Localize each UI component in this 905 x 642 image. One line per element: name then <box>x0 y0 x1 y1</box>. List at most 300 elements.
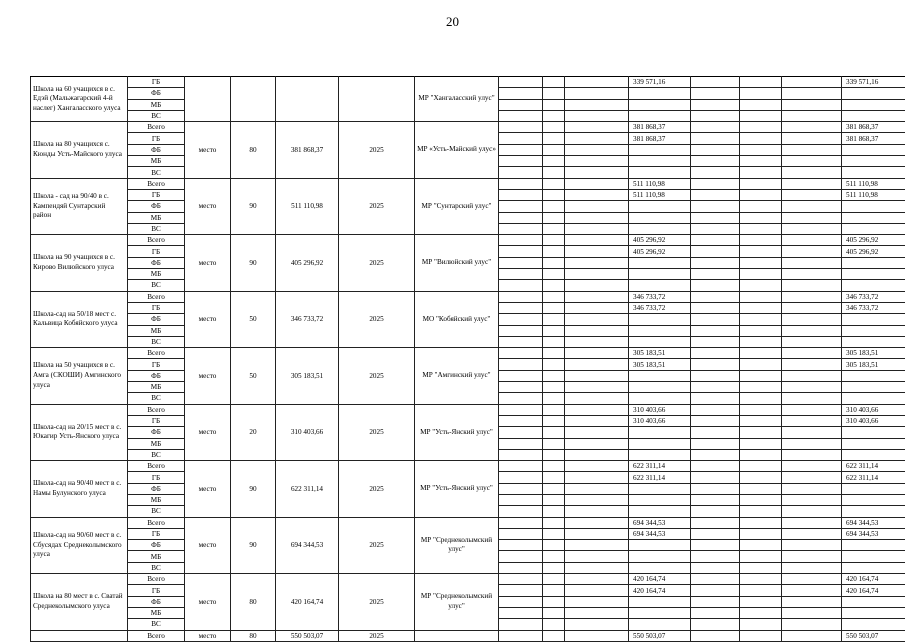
empty-cell <box>543 382 565 393</box>
amount-cell: 339 571,16 <box>629 77 691 88</box>
empty-cell <box>740 336 782 347</box>
empty-cell <box>543 110 565 121</box>
empty-cell <box>543 596 565 607</box>
empty-cell <box>565 325 629 336</box>
empty-cell <box>499 223 543 234</box>
municipality-cell: МР "Среднеколымский улус" <box>415 574 499 630</box>
empty-cell <box>499 393 543 404</box>
empty-cell <box>782 280 842 291</box>
empty-cell <box>740 167 782 178</box>
unit-cell: место <box>185 122 231 178</box>
unit-cell <box>185 77 231 122</box>
empty-cell <box>691 404 740 415</box>
municipality-cell: МР "Амгинский улус" <box>415 348 499 404</box>
empty-cell <box>691 427 740 438</box>
amount-cell <box>629 336 691 347</box>
amount-total-cell <box>842 540 905 551</box>
empty-cell <box>543 302 565 313</box>
empty-cell <box>740 528 782 539</box>
amount-cell <box>629 619 691 630</box>
municipality-cell: МР "Усть-Янский улус" <box>415 404 499 460</box>
empty-cell <box>499 415 543 426</box>
municipality-cell: МО "Кобяйский улус" <box>415 291 499 347</box>
unit-cell: место <box>185 630 231 641</box>
empty-cell <box>691 438 740 449</box>
project-name: Школа-сад на 20/15 мест в с. Юкагир Усть-Янского улуса <box>31 404 128 460</box>
empty-cell <box>691 257 740 268</box>
empty-cell <box>543 314 565 325</box>
empty-cell <box>691 382 740 393</box>
capacity-cell: 90 <box>231 178 276 234</box>
empty-cell <box>499 280 543 291</box>
empty-cell <box>543 551 565 562</box>
empty-cell <box>499 246 543 257</box>
funding-source: ГБ <box>128 133 185 144</box>
empty-cell <box>740 596 782 607</box>
empty-cell <box>740 133 782 144</box>
funding-source: ФБ <box>128 257 185 268</box>
funding-source: Всего <box>128 461 185 472</box>
empty-cell <box>691 483 740 494</box>
empty-cell <box>565 415 629 426</box>
empty-cell <box>740 607 782 618</box>
empty-cell <box>691 596 740 607</box>
empty-cell <box>782 506 842 517</box>
funding-source: ГБ <box>128 415 185 426</box>
year-cell: 2025 <box>339 291 415 347</box>
empty-cell <box>565 574 629 585</box>
empty-cell <box>499 540 543 551</box>
year-cell: 2025 <box>339 517 415 573</box>
amount-cell <box>629 427 691 438</box>
amount-cell: 420 164,74 <box>629 585 691 596</box>
amount-cell <box>629 540 691 551</box>
funding-source: ГБ <box>128 77 185 88</box>
empty-cell <box>499 314 543 325</box>
amount-cell <box>629 257 691 268</box>
empty-cell <box>740 156 782 167</box>
empty-cell <box>782 336 842 347</box>
amount-cell: 310 403,66 <box>629 404 691 415</box>
empty-cell <box>543 291 565 302</box>
capacity-cell: 90 <box>231 517 276 573</box>
empty-cell <box>565 269 629 280</box>
empty-cell <box>565 257 629 268</box>
funding-source: ГБ <box>128 585 185 596</box>
funding-source: ГБ <box>128 472 185 483</box>
funding-source: Всего <box>128 348 185 359</box>
amount-cell <box>629 110 691 121</box>
unit-cell: место <box>185 574 231 630</box>
empty-cell <box>691 574 740 585</box>
amount-total-cell <box>842 506 905 517</box>
empty-cell <box>740 110 782 121</box>
empty-cell <box>782 461 842 472</box>
empty-cell <box>691 291 740 302</box>
empty-cell <box>691 359 740 370</box>
amount-total-cell: 310 403,66 <box>842 404 905 415</box>
amount-cell <box>629 596 691 607</box>
empty-cell <box>499 607 543 618</box>
empty-cell <box>691 528 740 539</box>
empty-cell <box>782 483 842 494</box>
municipality-cell: МР "Усть-Янский улус" <box>415 461 499 517</box>
empty-cell <box>565 528 629 539</box>
empty-cell <box>543 167 565 178</box>
empty-cell <box>565 619 629 630</box>
table-row <box>31 77 905 88</box>
amount-cell <box>629 438 691 449</box>
empty-cell <box>782 517 842 528</box>
empty-cell <box>543 212 565 223</box>
empty-cell <box>691 110 740 121</box>
empty-cell <box>691 461 740 472</box>
empty-cell <box>740 88 782 99</box>
amount-total-cell: 511 110,98 <box>842 189 905 200</box>
amount-total-cell <box>842 438 905 449</box>
amount-cell: 381 868,37 <box>629 133 691 144</box>
table-row <box>31 348 905 359</box>
empty-cell <box>782 574 842 585</box>
amount-total-cell <box>842 257 905 268</box>
empty-cell <box>499 574 543 585</box>
amount-cell: 405 296,92 <box>629 235 691 246</box>
empty-cell <box>543 461 565 472</box>
funding-source: МБ <box>128 382 185 393</box>
empty-cell <box>691 212 740 223</box>
empty-cell <box>782 133 842 144</box>
empty-cell <box>565 336 629 347</box>
funding-source: ВС <box>128 336 185 347</box>
year-cell <box>339 77 415 122</box>
empty-cell <box>691 167 740 178</box>
empty-cell <box>565 167 629 178</box>
amount-cell <box>629 167 691 178</box>
empty-cell <box>740 314 782 325</box>
empty-cell <box>499 619 543 630</box>
amount-total-cell: 405 296,92 <box>842 235 905 246</box>
empty-cell <box>565 517 629 528</box>
empty-cell <box>565 585 629 596</box>
municipality-cell: МР "Вилюйский улус" <box>415 235 499 291</box>
empty-cell <box>782 528 842 539</box>
funding-source: ВС <box>128 110 185 121</box>
empty-cell <box>782 540 842 551</box>
funding-source: ФБ <box>128 596 185 607</box>
empty-cell <box>499 427 543 438</box>
amount-total-cell: 694 344,53 <box>842 528 905 539</box>
amount-cell: 622 311,14 <box>629 472 691 483</box>
amount-cell: 346 733,72 <box>629 291 691 302</box>
empty-cell <box>565 144 629 155</box>
empty-cell <box>565 607 629 618</box>
funding-source: МБ <box>128 607 185 618</box>
amount-total-cell <box>842 596 905 607</box>
empty-cell <box>543 506 565 517</box>
amount-cell: 420 164,74 <box>629 574 691 585</box>
empty-cell <box>691 472 740 483</box>
empty-cell <box>782 246 842 257</box>
cost-cell <box>276 77 339 122</box>
municipality-cell: МР "Сунтарский улус" <box>415 178 499 234</box>
cost-cell: 420 164,74 <box>276 574 339 630</box>
empty-cell <box>499 122 543 133</box>
empty-cell <box>782 494 842 505</box>
project-name: Школа-сад на 90/40 мест в с. Намы Булунского улуса <box>31 461 128 517</box>
empty-cell <box>782 99 842 110</box>
funding-source: Всего <box>128 517 185 528</box>
table-row <box>31 574 905 585</box>
empty-cell <box>782 607 842 618</box>
empty-cell <box>543 189 565 200</box>
empty-cell <box>782 122 842 133</box>
amount-cell: 381 868,37 <box>629 122 691 133</box>
amount-total-cell: 622 311,14 <box>842 472 905 483</box>
empty-cell <box>691 619 740 630</box>
table-row <box>31 178 905 189</box>
funding-source: МБ <box>128 494 185 505</box>
empty-cell <box>565 178 629 189</box>
empty-cell <box>565 314 629 325</box>
empty-cell <box>691 540 740 551</box>
funding-source: ВС <box>128 562 185 573</box>
funding-source: ФБ <box>128 144 185 155</box>
empty-cell <box>740 461 782 472</box>
empty-cell <box>740 246 782 257</box>
empty-cell <box>691 393 740 404</box>
empty-cell <box>499 585 543 596</box>
amount-cell <box>629 325 691 336</box>
empty-cell <box>499 201 543 212</box>
amount-cell <box>629 506 691 517</box>
empty-cell <box>782 325 842 336</box>
empty-cell <box>782 167 842 178</box>
empty-cell <box>565 280 629 291</box>
empty-cell <box>740 201 782 212</box>
empty-cell <box>543 517 565 528</box>
empty-cell <box>691 370 740 381</box>
funding-source: МБ <box>128 99 185 110</box>
funding-source: ФБ <box>128 370 185 381</box>
empty-cell <box>499 472 543 483</box>
empty-cell <box>565 291 629 302</box>
amount-total-cell: 339 571,16 <box>842 77 905 88</box>
year-cell: 2025 <box>339 461 415 517</box>
empty-cell <box>543 393 565 404</box>
empty-cell <box>543 562 565 573</box>
project-name: Школа-сад на 50/18 мест с. Кальвица Кобяйского улуса <box>31 291 128 347</box>
amount-total-cell <box>842 156 905 167</box>
year-cell: 2025 <box>339 404 415 460</box>
empty-cell <box>740 427 782 438</box>
funding-source: ФБ <box>128 540 185 551</box>
empty-cell <box>499 189 543 200</box>
empty-cell <box>499 156 543 167</box>
empty-cell <box>499 517 543 528</box>
funding-source: ГБ <box>128 528 185 539</box>
funding-source: Всего <box>128 178 185 189</box>
empty-cell <box>782 257 842 268</box>
empty-cell <box>691 246 740 257</box>
amount-cell <box>629 393 691 404</box>
municipality-cell: МР "Среднеколымский улус" <box>415 517 499 573</box>
amount-cell <box>629 99 691 110</box>
amount-cell: 346 733,72 <box>629 302 691 313</box>
amount-total-cell <box>842 427 905 438</box>
funding-source: ФБ <box>128 483 185 494</box>
amount-total-cell <box>842 314 905 325</box>
empty-cell <box>543 99 565 110</box>
empty-cell <box>499 483 543 494</box>
empty-cell <box>499 359 543 370</box>
empty-cell <box>782 427 842 438</box>
empty-cell <box>691 551 740 562</box>
empty-cell <box>740 483 782 494</box>
funding-source: ГБ <box>128 359 185 370</box>
empty-cell <box>543 336 565 347</box>
empty-cell <box>499 235 543 246</box>
empty-cell <box>565 540 629 551</box>
amount-cell <box>629 382 691 393</box>
empty-cell <box>782 156 842 167</box>
empty-cell <box>565 189 629 200</box>
empty-cell <box>740 562 782 573</box>
empty-cell <box>782 201 842 212</box>
cost-cell: 622 311,14 <box>276 461 339 517</box>
empty-cell <box>740 257 782 268</box>
empty-cell <box>543 483 565 494</box>
empty-cell <box>782 438 842 449</box>
empty-cell <box>499 269 543 280</box>
empty-cell <box>691 336 740 347</box>
empty-cell <box>565 483 629 494</box>
amount-cell <box>629 88 691 99</box>
funding-source: МБ <box>128 269 185 280</box>
empty-cell <box>740 325 782 336</box>
funding-source: МБ <box>128 551 185 562</box>
empty-cell <box>543 607 565 618</box>
cost-cell: 405 296,92 <box>276 235 339 291</box>
empty-cell <box>565 551 629 562</box>
empty-cell <box>543 133 565 144</box>
empty-cell <box>543 574 565 585</box>
empty-cell <box>565 246 629 257</box>
empty-cell <box>740 506 782 517</box>
project-name: Школа на 60 учащихся в с. Едэй (Мальжагарский 4-й наслег) Хангаласского улуса <box>31 77 128 122</box>
empty-cell <box>565 382 629 393</box>
empty-cell <box>782 302 842 313</box>
empty-cell <box>782 223 842 234</box>
amount-cell <box>629 156 691 167</box>
empty-cell <box>543 235 565 246</box>
table-row <box>31 517 905 528</box>
empty-cell <box>782 585 842 596</box>
project-name: Школа на 80 мест в с. Сватай Среднеколымского улуса <box>31 574 128 630</box>
empty-cell <box>782 314 842 325</box>
empty-cell <box>740 438 782 449</box>
empty-cell <box>565 99 629 110</box>
empty-cell <box>691 325 740 336</box>
empty-cell <box>543 528 565 539</box>
cost-cell: 381 868,37 <box>276 122 339 178</box>
funding-source: ФБ <box>128 201 185 212</box>
cost-cell: 550 503,07 <box>276 630 339 641</box>
empty-cell <box>691 178 740 189</box>
empty-cell <box>543 540 565 551</box>
empty-cell <box>565 110 629 121</box>
funding-source: ФБ <box>128 88 185 99</box>
empty-cell <box>691 585 740 596</box>
empty-cell <box>543 178 565 189</box>
empty-cell <box>782 291 842 302</box>
amount-total-cell: 346 733,72 <box>842 302 905 313</box>
empty-cell <box>565 461 629 472</box>
empty-cell <box>565 359 629 370</box>
amount-total-cell: 420 164,74 <box>842 585 905 596</box>
empty-cell <box>499 596 543 607</box>
funding-source: ВС <box>128 280 185 291</box>
empty-cell <box>565 370 629 381</box>
capacity-cell: 80 <box>231 122 276 178</box>
empty-cell <box>740 223 782 234</box>
empty-cell <box>740 540 782 551</box>
empty-cell <box>543 438 565 449</box>
empty-cell <box>782 212 842 223</box>
capacity-cell: 90 <box>231 235 276 291</box>
project-name: Школа - сад на 90/40 в с. Кампендяй Сунтарский район <box>31 178 128 234</box>
empty-cell <box>543 449 565 460</box>
amount-cell <box>629 551 691 562</box>
amount-cell <box>629 269 691 280</box>
cost-cell: 346 733,72 <box>276 291 339 347</box>
empty-cell <box>543 472 565 483</box>
amount-cell: 305 183,51 <box>629 359 691 370</box>
table-row <box>31 291 905 302</box>
empty-cell <box>740 212 782 223</box>
empty-cell <box>565 77 629 88</box>
funding-source: ВС <box>128 223 185 234</box>
empty-cell <box>691 99 740 110</box>
empty-cell <box>565 88 629 99</box>
year-cell: 2025 <box>339 348 415 404</box>
empty-cell <box>565 133 629 144</box>
empty-cell <box>740 551 782 562</box>
empty-cell <box>543 325 565 336</box>
empty-cell <box>691 517 740 528</box>
empty-cell <box>543 494 565 505</box>
empty-cell <box>565 122 629 133</box>
empty-cell <box>565 393 629 404</box>
empty-cell <box>565 596 629 607</box>
empty-cell <box>499 144 543 155</box>
empty-cell <box>499 449 543 460</box>
empty-cell <box>691 302 740 313</box>
empty-cell <box>740 77 782 88</box>
empty-cell <box>691 122 740 133</box>
empty-cell <box>565 348 629 359</box>
empty-cell <box>543 370 565 381</box>
amount-total-cell: 346 733,72 <box>842 291 905 302</box>
empty-cell <box>691 156 740 167</box>
empty-cell <box>740 585 782 596</box>
amount-cell <box>629 449 691 460</box>
funding-source: Всего <box>128 404 185 415</box>
empty-cell <box>691 506 740 517</box>
empty-cell <box>565 404 629 415</box>
empty-cell <box>740 302 782 313</box>
amount-cell <box>629 212 691 223</box>
empty-cell <box>499 494 543 505</box>
